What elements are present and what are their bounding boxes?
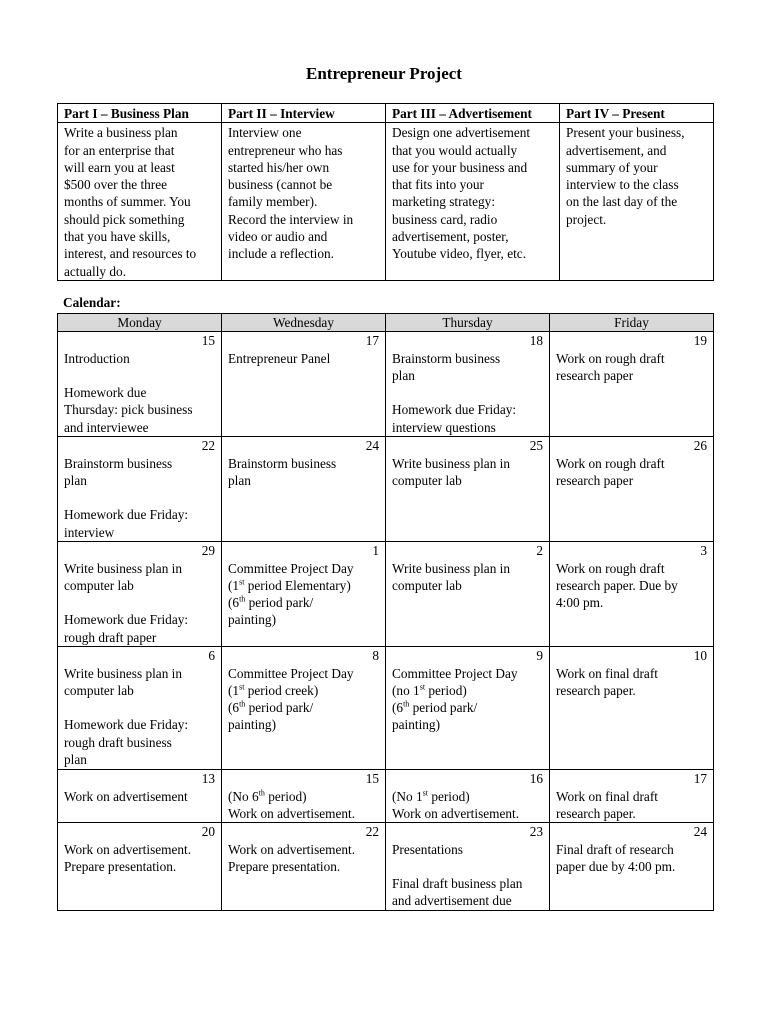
calendar-cell: [58, 332, 222, 437]
calendar-cell: [58, 542, 222, 647]
part-description-line: $500 over the three: [64, 177, 168, 193]
part-description-line: months of summer. You: [64, 194, 191, 210]
cell-text-part: period park/: [245, 595, 314, 611]
cell-text-line: Work on advertisement.: [228, 841, 356, 857]
ordinal-suffix: th: [239, 699, 246, 709]
calendar-cell: [550, 770, 714, 823]
day-number: 15: [365, 771, 379, 787]
day-number: 13: [201, 771, 215, 787]
day-number: 25: [529, 438, 543, 454]
day-number: 1: [372, 543, 379, 559]
day-number: 22: [201, 438, 215, 454]
part-header: Part II – Interview: [222, 104, 386, 123]
day-number: 20: [201, 824, 215, 840]
cell-text-line: Write business plan in: [64, 560, 183, 576]
cell-text-line: 4:00 pm.: [556, 595, 604, 611]
cell-text-line: research paper: [556, 472, 634, 488]
cell-text-line: research paper.: [556, 682, 636, 698]
cell-text-line: computer lab: [64, 682, 134, 698]
calendar-cell: [222, 647, 386, 770]
calendar-cell: [222, 770, 386, 823]
cell-text-line: Write business plan in: [64, 665, 183, 681]
part-header: Part III – Advertisement: [386, 104, 560, 123]
ordinal-suffix: st: [419, 682, 426, 692]
cell-text-line: rough draft business: [64, 734, 172, 750]
part-description-line: Record the interview in: [228, 211, 354, 227]
part-description-line: video or audio and: [228, 229, 328, 245]
cell-text-part: (6: [228, 700, 240, 716]
cell-text-line: Work on advertisement.: [228, 805, 356, 821]
ordinal-suffix: st: [239, 682, 245, 692]
cell-text-part: period): [425, 682, 467, 698]
calendar-week-row: [58, 332, 714, 437]
calendar-cell: [58, 437, 222, 542]
part-description-line: family member).: [228, 194, 318, 210]
cell-text-part: (No 1: [392, 788, 423, 804]
cell-text-line: Prepare presentation.: [64, 858, 177, 874]
cell-text-line: Homework due: [64, 385, 147, 401]
cell-text-line: Brainstorm business: [392, 350, 501, 366]
cell-text-line: computer lab: [392, 472, 462, 488]
cell-text-part: period): [264, 788, 307, 804]
cell-text-line: painting): [228, 717, 277, 733]
cell-text-line: research paper.: [556, 805, 636, 821]
cell-text-part: period park/: [409, 700, 478, 716]
part-description-line: Interview one: [228, 125, 302, 141]
part-description-line: interview to the class: [566, 177, 679, 193]
calendar-cell: [386, 647, 550, 770]
page-title: Entrepreneur Project: [306, 64, 462, 83]
cell-text-line: [228, 788, 379, 805]
day-number: 26: [693, 438, 707, 454]
ordinal-suffix: th: [403, 699, 410, 709]
cell-text-line: Work on rough draft: [556, 350, 665, 366]
cell-text-line: plan: [64, 752, 87, 768]
cell-text-part: (1: [228, 682, 240, 698]
cell-text-line: Committee Project Day: [392, 665, 518, 681]
day-number: 19: [693, 333, 707, 349]
calendar-cell: [550, 823, 714, 911]
cell-text-line: rough draft paper: [64, 629, 157, 645]
day-number: 22: [365, 824, 379, 840]
cell-text-line: [228, 577, 379, 594]
day-number: 6: [208, 648, 215, 664]
cell-text-line: Thursday: pick business: [64, 402, 193, 418]
day-number: 23: [529, 824, 543, 840]
day-number: 15: [201, 333, 215, 349]
calendar-week-row: [58, 542, 714, 647]
cell-text-part: period): [428, 788, 470, 804]
cell-text-line: [64, 699, 215, 716]
cell-text-line: Write business plan in: [392, 455, 511, 471]
part-description-line: use for your business and: [392, 159, 528, 175]
calendar-label: Calendar:: [63, 295, 121, 310]
part-description-line: that you have skills,: [64, 229, 171, 245]
day-header: Friday: [550, 314, 714, 332]
cell-text-line: [64, 367, 215, 384]
part-description-line: marketing strategy:: [392, 194, 496, 210]
part-description-line: will earn you at least: [64, 159, 175, 175]
cell-text-line: [64, 594, 215, 611]
cell-text-line: Work on rough draft: [556, 560, 665, 576]
cell-text-line: [392, 384, 543, 401]
ordinal-suffix: th: [239, 594, 246, 604]
calendar-cell: [386, 437, 550, 542]
calendar-cell: [222, 823, 386, 911]
cell-text-part: (6: [228, 595, 240, 611]
ordinal-suffix: st: [239, 577, 245, 587]
calendar-cell: [386, 770, 550, 823]
part-description-line: business (cannot be: [228, 177, 333, 193]
day-number: 17: [693, 771, 707, 787]
day-number: 29: [201, 543, 215, 559]
cell-text-part: (no 1: [392, 682, 420, 698]
cell-text-part: period park/: [245, 700, 314, 716]
calendar-week-row: [58, 770, 714, 823]
calendar-cell: [386, 332, 550, 437]
calendar-cell: [550, 647, 714, 770]
day-number: 8: [372, 648, 379, 664]
cell-text-line: computer lab: [64, 577, 134, 593]
part-description: [386, 123, 560, 281]
part-description-line: include a reflection.: [228, 246, 334, 262]
day-number: 17: [365, 333, 379, 349]
day-number: 24: [693, 824, 707, 840]
calendar-cell: [550, 332, 714, 437]
cell-text-line: [392, 682, 543, 699]
cell-text-line: Work on rough draft: [556, 455, 665, 471]
cell-text-line: Final draft business plan: [392, 876, 523, 892]
cell-text-line: [228, 699, 379, 716]
cell-text-line: computer lab: [392, 577, 462, 593]
cell-text-line: [392, 858, 543, 875]
cell-text-line: Final draft of research: [556, 841, 674, 857]
day-number: 18: [529, 333, 543, 349]
cell-text-line: Work on final draft: [556, 788, 658, 804]
ordinal-suffix: th: [258, 788, 265, 798]
part-description: [222, 123, 386, 281]
cell-text-line: [228, 594, 379, 611]
calendar-cell: [550, 437, 714, 542]
part-description-line: entrepreneur who has: [228, 142, 343, 158]
day-header: Thursday: [386, 314, 550, 332]
part-description-line: should pick something: [64, 211, 185, 227]
cell-text-line: research paper. Due by: [556, 577, 678, 593]
cell-text-line: research paper: [556, 367, 634, 383]
cell-text-line: interview: [64, 524, 115, 540]
day-header: Monday: [58, 314, 222, 332]
calendar-cell: [550, 542, 714, 647]
calendar-week-row: [58, 823, 714, 911]
part-description-line: that fits into your: [392, 177, 484, 193]
calendar-table: [57, 313, 714, 911]
cell-text-line: Committee Project Day: [228, 665, 354, 681]
part-description-line: Design one advertisement: [392, 125, 531, 141]
day-number: 10: [693, 648, 707, 664]
day-number: 9: [536, 648, 543, 664]
cell-text-line: and advertisement due: [392, 893, 512, 909]
day-number: 3: [700, 543, 707, 559]
part-description-line: started his/her own: [228, 159, 330, 175]
cell-text-line: Write business plan in: [392, 560, 511, 576]
part-description-line: summary of your: [566, 159, 658, 175]
cell-text-line: painting): [228, 612, 277, 628]
project-parts-table: [57, 103, 714, 281]
part-header: Part IV – Present: [560, 104, 714, 123]
cell-text-line: paper due by 4:00 pm.: [556, 858, 676, 874]
cell-text-line: Committee Project Day: [228, 560, 354, 576]
part-description-line: that you would actually: [392, 142, 518, 158]
calendar-cell: [386, 823, 550, 911]
calendar-cell: [58, 770, 222, 823]
part-description-line: actually do.: [64, 263, 127, 279]
cell-text-line: Work on final draft: [556, 665, 658, 681]
cell-text-line: plan: [228, 472, 251, 488]
part-header: Part I – Business Plan: [58, 104, 222, 123]
part-description-line: Youtube video, flyer, etc.: [392, 246, 527, 262]
cell-text-line: Homework due Friday:: [64, 507, 189, 523]
calendar-cell: [222, 437, 386, 542]
cell-text-line: Prepare presentation.: [228, 858, 341, 874]
calendar-cell: [222, 332, 386, 437]
calendar-cell: [386, 542, 550, 647]
part-description-line: Present your business,: [566, 125, 685, 141]
cell-text-part: period creek): [244, 682, 319, 698]
cell-text-line: and interviewee: [64, 419, 149, 435]
part-description-line: advertisement, poster,: [392, 229, 509, 245]
calendar-week-row: [58, 437, 714, 542]
cell-text-line: Homework due Friday:: [392, 402, 517, 418]
cell-text-line: Homework due Friday:: [64, 717, 189, 733]
calendar-cell: [222, 542, 386, 647]
cell-text-line: Work on advertisement.: [392, 805, 520, 821]
day-header: Wednesday: [222, 314, 386, 332]
day-number: 16: [529, 771, 543, 787]
calendar-cell: [58, 823, 222, 911]
cell-text-line: Homework due Friday:: [64, 612, 189, 628]
calendar-cell: [58, 647, 222, 770]
cell-text-line: plan: [64, 472, 87, 488]
cell-text-line: plan: [392, 367, 415, 383]
calendar-week-row: [58, 647, 714, 770]
day-number: 2: [536, 543, 543, 559]
cell-text-line: [392, 699, 543, 716]
cell-text-part: (6: [392, 700, 404, 716]
cell-text-line: interview questions: [392, 419, 496, 435]
cell-text-line: Brainstorm business: [64, 455, 173, 471]
ordinal-suffix: st: [422, 788, 428, 798]
part-description-line: on the last day of the: [566, 194, 678, 210]
cell-text-part: period Elementary): [244, 577, 351, 593]
part-description-line: advertisement, and: [566, 142, 667, 158]
part-description-line: project.: [566, 211, 607, 227]
cell-text-line: [64, 489, 215, 506]
cell-text-line: Presentations: [392, 841, 463, 857]
part-description: [58, 123, 222, 281]
cell-text-line: [228, 682, 379, 699]
part-description-line: Write a business plan: [64, 125, 178, 141]
day-number: 24: [365, 438, 379, 454]
cell-text-line: Brainstorm business: [228, 455, 337, 471]
part-description: [560, 123, 714, 281]
part-description-line: business card, radio: [392, 211, 498, 227]
cell-text-line: Entrepreneur Panel: [228, 350, 331, 366]
cell-text-line: Work on advertisement: [64, 788, 188, 804]
cell-text-line: Work on advertisement.: [64, 841, 192, 857]
cell-text-part: (1: [228, 577, 240, 593]
part-description-line: interest, and resources to: [64, 246, 197, 262]
cell-text-line: [392, 788, 543, 805]
cell-text-part: (No 6: [228, 788, 259, 804]
cell-text-line: Introduction: [64, 350, 130, 366]
part-description-line: for an enterprise that: [64, 142, 175, 158]
cell-text-line: painting): [392, 717, 441, 733]
